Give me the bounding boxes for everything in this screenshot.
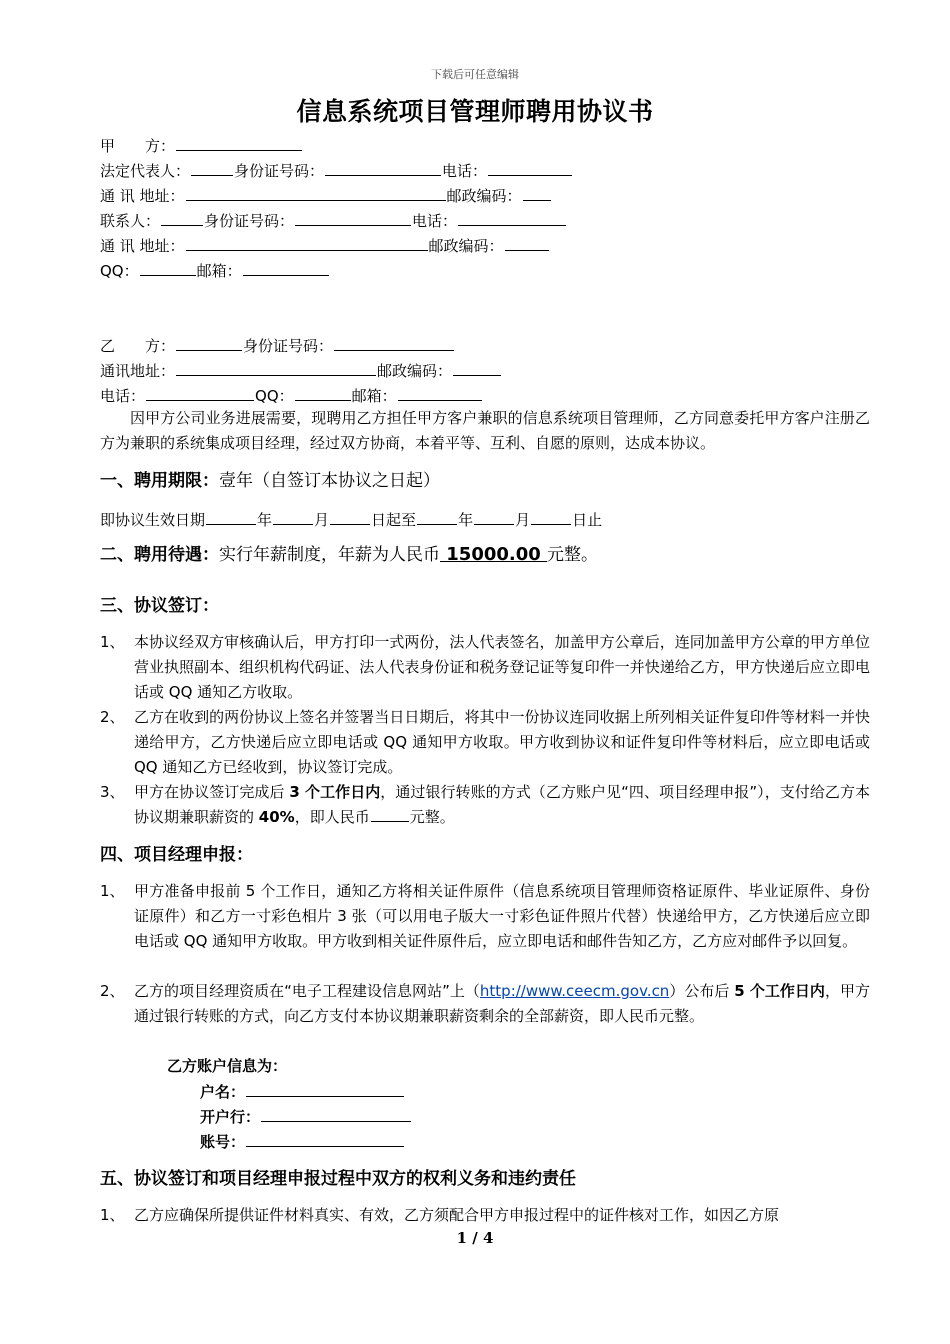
list-item xyxy=(100,879,870,954)
blank-field[interactable] xyxy=(140,260,196,276)
blank-field[interactable] xyxy=(206,509,256,525)
salary-suffix: 元整。 xyxy=(547,545,599,565)
heading-label: 一、聘用期限： xyxy=(100,471,219,491)
item-number: 1、 xyxy=(100,633,125,651)
contact-label: 联系人： xyxy=(100,212,161,230)
blank-field[interactable] xyxy=(453,360,501,376)
account-number-row xyxy=(200,1131,405,1152)
month-label: 月 xyxy=(515,511,531,529)
email-label: 邮箱： xyxy=(351,387,397,405)
header-note: 下载后可任意编辑 xyxy=(431,68,519,81)
item-text: 本协议经双方审核确认后，甲方打印一式两份，法人代表签名，加盖甲方公章后，连同加盖甲方公章的甲方单位营业执照副本、组织机构代码证、法人代表身份证和税务登记证等复印件一并快递给乙方，甲方快递后应立即电话或 QQ 通知乙方收取。 xyxy=(134,633,870,701)
blank-field[interactable] xyxy=(176,335,242,351)
item-text: 甲方准备申报前 5 个工作日，通知乙方将相关证件原件（信息系统项目管理师资格证原件、毕业证原件、身份证原件）和乙方一寸彩色相片 3 张（可以用电子版大一寸彩色证件照片代替）快递给甲方，乙方快递后应立即电话或 QQ 通知甲方收取。甲方收到相关证件原件后，应立即电话和邮件告知乙方，乙方应对邮件予以回复。 xyxy=(134,882,870,950)
section-5-heading: 五、协议签订和项目经理申报过程中双方的权利义务和违约责任 xyxy=(100,1169,576,1189)
blank-field[interactable] xyxy=(273,509,313,525)
blank-field[interactable] xyxy=(191,160,233,176)
account-number-label: 账号： xyxy=(200,1133,246,1151)
blank-field[interactable] xyxy=(334,335,454,351)
address-label: 通讯地址： xyxy=(100,362,176,380)
blank-field[interactable] xyxy=(458,210,566,226)
account-bank-label: 开户行： xyxy=(200,1108,261,1126)
blank-field[interactable] xyxy=(398,385,482,401)
id-label: 身份证号码： xyxy=(234,162,325,180)
party-b-address-row xyxy=(100,360,502,381)
bold-run: 5 个工作日内 xyxy=(734,982,825,1000)
bold-run: 3 个工作日内 xyxy=(289,783,381,801)
day-end-label: 日止 xyxy=(572,511,603,529)
party-a-label: 甲 方： xyxy=(100,137,176,155)
party-a-contact-row xyxy=(100,210,567,231)
text-run: ，甲方通过银行转账的方式，向乙方支付本协议期兼职薪资剩余的全部薪资，即人民币元整。 xyxy=(134,982,870,1025)
blank-field[interactable] xyxy=(246,1131,404,1147)
date-prefix: 即协议生效日期 xyxy=(100,511,206,529)
blank-field[interactable] xyxy=(488,160,572,176)
month-label: 月 xyxy=(314,511,330,529)
effective-date-row xyxy=(100,509,602,530)
bold-run: 40% xyxy=(258,808,295,826)
postcode-label: 邮政编码： xyxy=(428,237,504,255)
blank-field[interactable] xyxy=(261,1106,411,1122)
item-text: 乙方应确保所提供证件材料真实、有效，乙方须配合甲方申报过程中的证件核对工作，如因乙方原 xyxy=(134,1206,780,1224)
account-heading: 乙方账户信息为： xyxy=(167,1057,288,1075)
postcode-label: 邮政编码： xyxy=(446,187,522,205)
blank-field[interactable] xyxy=(243,260,329,276)
heading-value: 壹年（自签订本协议之日起） xyxy=(219,471,440,491)
phone-label: 电话： xyxy=(412,212,458,230)
salary-amount: 15000.00 xyxy=(440,544,548,565)
item-text: 乙方在收到的两份协议上签名并签署当日日期后，将其中一份协议连同收据上所列相关证件复印件等材料一并快递给甲方，乙方快递后应立即电话或 QQ 通知甲方收取。甲方收到协议和证件复印件等材料后，应立即电话或 QQ 通知乙方已经收到，协议签订完成。 xyxy=(134,708,870,776)
qq-label: QQ： xyxy=(255,387,294,405)
section-1-heading xyxy=(100,469,440,493)
blank-field[interactable] xyxy=(417,509,457,525)
address-label: 通 讯 地址： xyxy=(100,187,185,205)
text-run: 甲方在协议签订完成后 xyxy=(134,783,290,801)
blank-field[interactable] xyxy=(186,235,428,251)
website-link[interactable]: http://www.ceecm.gov.cn xyxy=(479,982,670,1000)
party-a-row xyxy=(100,135,303,156)
list-item xyxy=(100,979,870,1029)
item-number: 1、 xyxy=(100,1206,125,1224)
salary-prefix: 实行年薪制度，年薪为人民币 xyxy=(219,545,440,565)
blank-field[interactable] xyxy=(474,509,514,525)
section-3-heading: 三、协议签订： xyxy=(100,596,219,616)
list-item xyxy=(100,1203,870,1228)
page-number: 1 / 4 xyxy=(456,1229,494,1247)
section-4-heading: 四、项目经理申报： xyxy=(100,845,253,865)
intro-paragraph: 因甲方公司业务进展需要，现聘用乙方担任甲方客户兼职的信息系统项目管理师，乙方同意委托甲方客户注册乙方为兼职的系统集成项目经理，经过双方协商，本着平等、互利、自愿的原则，达成本协议。 xyxy=(100,409,870,452)
id-label: 身份证号码： xyxy=(204,212,295,230)
party-b-phone-row xyxy=(100,385,483,406)
phone-label: 电话： xyxy=(100,387,146,405)
section-2-heading xyxy=(100,543,598,567)
blank-field[interactable] xyxy=(295,210,411,226)
blank-field[interactable] xyxy=(330,509,370,525)
account-name-row xyxy=(200,1081,405,1102)
item-number: 1、 xyxy=(100,882,125,900)
year-label: 年 xyxy=(257,511,273,529)
text-run: ，通过银行转账的方式（乙方账户见“四、项目经理申报”），支付给乙方本协议期兼职薪资的 xyxy=(134,783,870,826)
day-to-label: 日起至 xyxy=(371,511,417,529)
qq-label: QQ： xyxy=(100,262,139,280)
account-name-label: 户名： xyxy=(200,1083,246,1101)
account-bank-row xyxy=(200,1106,412,1127)
blank-field[interactable] xyxy=(176,135,302,151)
document-title: 信息系统项目管理师聘用协议书 xyxy=(296,97,654,126)
blank-field[interactable] xyxy=(523,185,551,201)
party-a-qq-row xyxy=(100,260,330,281)
blank-field[interactable] xyxy=(295,385,351,401)
item-text xyxy=(134,780,870,830)
item-number: 2、 xyxy=(100,708,125,726)
text-run: 元整。 xyxy=(409,808,455,826)
text-run: ，即人民币 xyxy=(294,808,370,826)
id-label: 身份证号码： xyxy=(243,337,334,355)
blank-field[interactable] xyxy=(531,509,571,525)
text-run: 乙方的项目经理资质在“电子工程建设信息网站”上（ xyxy=(134,982,480,1000)
party-b-row xyxy=(100,335,455,356)
blank-field[interactable] xyxy=(371,806,409,822)
address-label: 通 讯 地址： xyxy=(100,237,185,255)
blank-field[interactable] xyxy=(161,210,203,226)
item-number: 2、 xyxy=(100,982,125,1000)
text-run: ）公布后 xyxy=(669,982,735,1000)
postcode-label: 邮政编码： xyxy=(377,362,453,380)
blank-field[interactable] xyxy=(325,160,441,176)
heading-label: 二、聘用待遇： xyxy=(100,545,219,565)
party-a-address-row-2 xyxy=(100,235,550,256)
item-text xyxy=(134,979,870,1029)
blank-field[interactable] xyxy=(505,235,549,251)
blank-field[interactable] xyxy=(176,360,376,376)
list-item xyxy=(100,705,870,780)
list-item xyxy=(100,630,870,705)
party-a-rep-row xyxy=(100,160,573,181)
rep-label: 法定代表人： xyxy=(100,162,191,180)
party-b-label: 乙 方： xyxy=(100,337,176,355)
blank-field[interactable] xyxy=(186,185,446,201)
phone-label: 电话： xyxy=(442,162,488,180)
blank-field[interactable] xyxy=(146,385,254,401)
item-number: 3、 xyxy=(100,783,125,801)
year-label: 年 xyxy=(458,511,474,529)
party-a-address-row xyxy=(100,185,552,206)
email-label: 邮箱： xyxy=(196,262,242,280)
blank-field[interactable] xyxy=(246,1081,404,1097)
list-item xyxy=(100,780,870,830)
